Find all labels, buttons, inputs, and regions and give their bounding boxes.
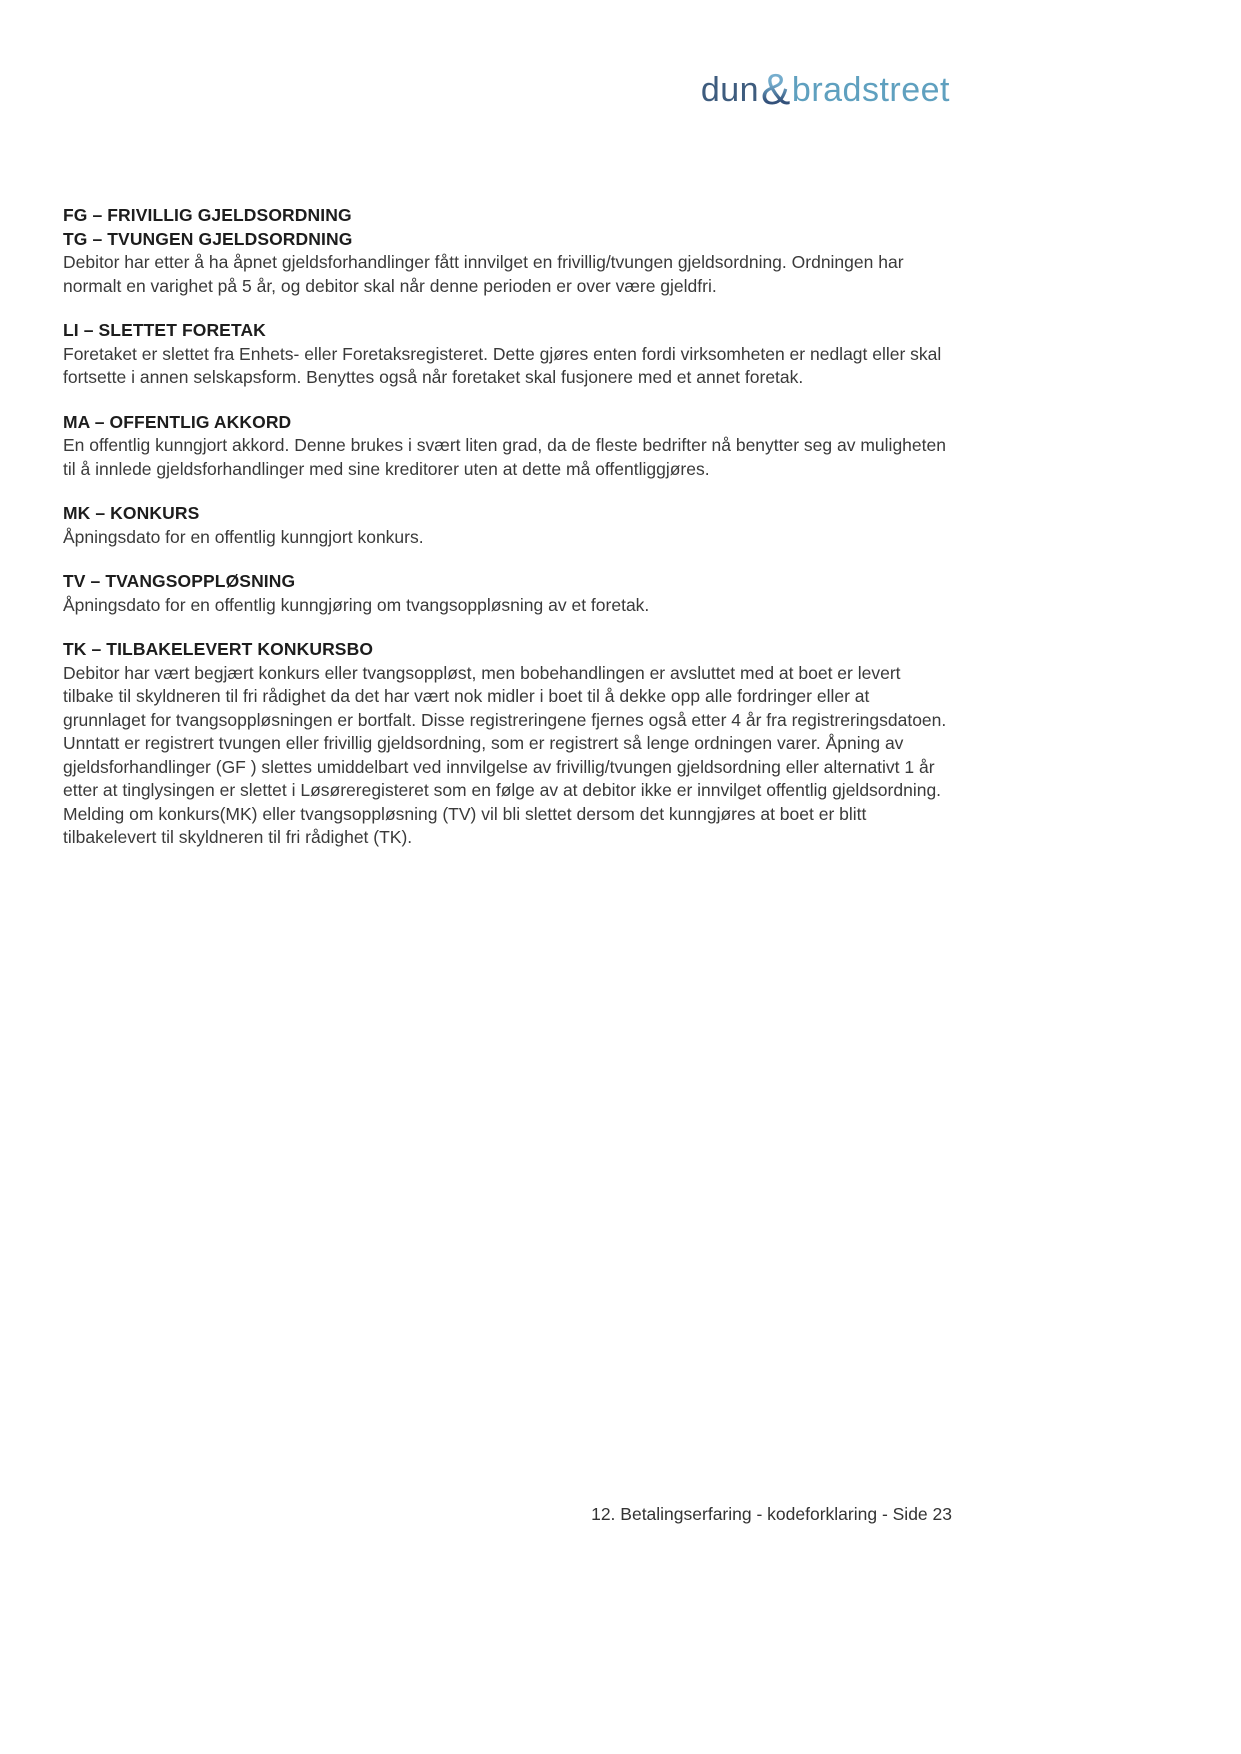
section-body-tk: Debitor har vært begjært konkurs eller tvangsoppløst, men bobehandlingen er avsluttet med at boet er levert tilbake til skyldneren til fri rådighet da det har vært nok midler i boet til å dekke opp alle fordringer eller at grunnlaget for tvangsoppløsningen er bortfalt. Disse registreringene fjernes også etter 4 år fra registreringsdatoen. Unntatt er registrert tvungen eller frivillig gjeldsordning, som er registrert så lenge ordningen varer. Åpning av gjeldsforhandlinger (GF ) slettes umiddelbart ved innvilgelse av frivillig/tvungen gjeldsordning eller alternativt 1 år etter at tinglysingen er slettet i Løsøreregisteret som en følge av at debitor ikke er innvilget offentlig gjeldsordning. Melding om konkurs(MK) eller tvangsoppløsning (TV) vil bli slettet dersom det kunngjøres at boet er blitt tilbakelevert til skyldneren til fri rådighet (TK). xyxy=(63,662,947,847)
section-heading-tg: TG – TVUNGEN GJELDSORDNING xyxy=(63,228,353,249)
footer-page-label: 12. Betalingserfaring - kodeforklaring - Side 23 xyxy=(591,1504,952,1524)
section-li xyxy=(63,319,952,390)
section-mk xyxy=(63,502,952,549)
section-heading-li: LI – SLETTET FORETAK xyxy=(63,320,266,340)
logo-text-bradstreet: bradstreet xyxy=(791,71,950,109)
section-ma xyxy=(63,411,952,482)
section-tk xyxy=(63,638,952,850)
document-body xyxy=(63,204,952,871)
dun-and-bradstreet-logo xyxy=(63,65,950,114)
logo-ampersand-icon: & xyxy=(761,65,791,114)
page-footer xyxy=(63,1504,952,1525)
section-body-fg-tg: Debitor har etter å ha åpnet gjeldsforhandlinger fått innvilget en frivillig/tvungen gjeldsordning. Ordningen har normalt en varighet på 5 år, og debitor skal når denne perioden er over være gjeldfri. xyxy=(63,252,904,296)
logo-text-dun: dun xyxy=(700,71,760,109)
section-body-ma: En offentlig kunngjort akkord. Denne brukes i svært liten grad, da de fleste bedrifter nå benytter seg av muligheten til å innlede gjeldsforhandlinger med sine kreditorer uten at dette må offentliggjøres. xyxy=(63,435,946,479)
section-body-tv: Åpningsdato for en offentlig kunngjøring om tvangsoppløsning av et foretak. xyxy=(63,594,650,615)
section-heading-ma: MA – OFFENTLIG AKKORD xyxy=(63,411,292,432)
section-tv xyxy=(63,570,952,617)
section-fg-tg xyxy=(63,204,952,298)
section-heading-tk: TK – TILBAKELEVERT KONKURSBO xyxy=(63,639,374,659)
section-heading-tv: TV – TVANGSOPPLØSNING xyxy=(63,571,296,591)
section-body-li: Foretaket er slettet fra Enhets- eller Foretaksregisteret. Dette gjøres enten fordi virksomheten er nedlagt eller skal fortsette i annen selskapsform. Benyttes også når foretaket skal fusjonere med et annet foretak. xyxy=(63,343,942,387)
section-heading-fg: FG – FRIVILLIG GJELDSORDNING xyxy=(63,205,352,225)
section-body-mk: Åpningsdato for en offentlig kunngjort konkurs. xyxy=(63,526,424,547)
section-heading-mk: MK – KONKURS xyxy=(63,503,200,523)
